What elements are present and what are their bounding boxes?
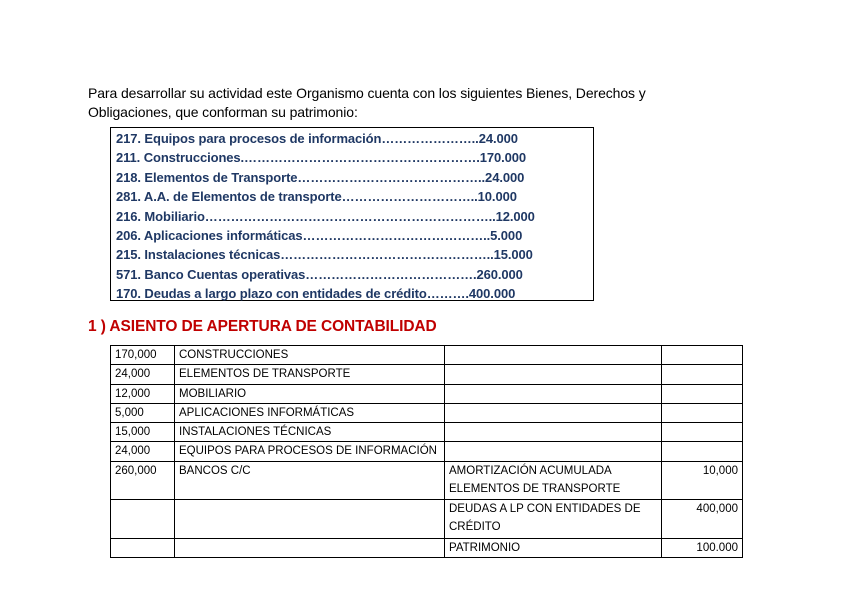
debit-amount: 170,000 bbox=[111, 346, 175, 365]
credit-account bbox=[445, 384, 662, 403]
account-line: 218. Elementos de Transporte……………………………………..24.000 bbox=[116, 169, 525, 185]
debit-amount: 5,000 bbox=[111, 403, 175, 422]
table-row bbox=[111, 442, 743, 461]
account-line: 211. Construcciones.……………………………………………….170.000 bbox=[116, 150, 527, 166]
account-line: 281. A.A. de Elementos de transporte…………………………..10.000 bbox=[116, 189, 517, 205]
credit-amount bbox=[662, 442, 743, 461]
credit-account: PATRIMONIO bbox=[445, 538, 662, 557]
credit-account bbox=[445, 423, 662, 442]
table-row bbox=[111, 384, 743, 403]
credit-amount bbox=[662, 365, 743, 384]
credit-account bbox=[445, 346, 662, 365]
debit-account: INSTALACIONES TÉCNICAS bbox=[175, 423, 445, 442]
credit-amount bbox=[662, 403, 743, 422]
table-row bbox=[111, 365, 743, 384]
account-line: 170. Deudas a largo plazo con entidades de crédito……….400.000 bbox=[116, 286, 516, 302]
credit-account bbox=[445, 403, 662, 422]
account-line: 216. Mobiliario…………………………………………………………..12.000 bbox=[116, 208, 535, 224]
debit-amount: 12,000 bbox=[111, 384, 175, 403]
intro-line-1: Para desarrollar su actividad este Organismo cuenta con los siguientes Bienes, Derechos y bbox=[88, 85, 646, 101]
accounts-list-box bbox=[110, 127, 594, 301]
debit-account: CONSTRUCCIONES bbox=[175, 346, 445, 365]
credit-account bbox=[445, 365, 662, 384]
account-line: 571. Banco Cuentas operativas………………………………….260.000 bbox=[116, 266, 523, 282]
table-row bbox=[111, 346, 743, 365]
credit-amount bbox=[662, 384, 743, 403]
debit-amount: 24,000 bbox=[111, 442, 175, 461]
debit-account: APLICACIONES INFORMÁTICAS bbox=[175, 403, 445, 422]
debit-account: ELEMENTOS DE TRANSPORTE bbox=[175, 365, 445, 384]
credit-amount bbox=[662, 346, 743, 365]
debit-account: BANCOS C/C bbox=[175, 461, 445, 499]
intro-line-2: Obligaciones, que conforman su patrimonio: bbox=[88, 104, 358, 120]
debit-amount: 15,000 bbox=[111, 423, 175, 442]
account-line: 217. Equipos para procesos de información…………………..24.000 bbox=[116, 131, 518, 146]
debit-account: MOBILIARIO bbox=[175, 384, 445, 403]
opening-entry-table bbox=[110, 345, 743, 558]
debit-amount bbox=[111, 500, 175, 538]
debit-account bbox=[175, 538, 445, 557]
credit-account: AMORTIZACIÓN ACUMULADA ELEMENTOS DE TRANSPORTE bbox=[445, 461, 662, 499]
table-row bbox=[111, 538, 743, 557]
debit-amount: 260,000 bbox=[111, 461, 175, 499]
debit-amount: 24,000 bbox=[111, 365, 175, 384]
table-row bbox=[111, 403, 743, 422]
account-line: 206. Aplicaciones informáticas……………………………………..5.000 bbox=[116, 227, 523, 243]
section-heading: 1 ) ASIENTO DE APERTURA DE CONTABILIDAD bbox=[88, 318, 437, 335]
intro-paragraph bbox=[88, 84, 688, 122]
debit-account: EQUIPOS PARA PROCESOS DE INFORMACIÓN bbox=[175, 442, 445, 461]
table-row bbox=[111, 461, 743, 499]
account-line: 215. Instalaciones técnicas…………………………………………..15.000 bbox=[116, 247, 533, 263]
debit-amount bbox=[111, 538, 175, 557]
table-row bbox=[111, 500, 743, 538]
credit-amount: 400,000 bbox=[662, 500, 743, 538]
credit-account: DEUDAS A LP CON ENTIDADES DE CRÉDITO bbox=[445, 500, 662, 538]
table-row bbox=[111, 423, 743, 442]
credit-account bbox=[445, 442, 662, 461]
credit-amount: 10,000 bbox=[662, 461, 743, 499]
credit-amount bbox=[662, 423, 743, 442]
credit-amount: 100.000 bbox=[662, 538, 743, 557]
debit-account bbox=[175, 500, 445, 538]
